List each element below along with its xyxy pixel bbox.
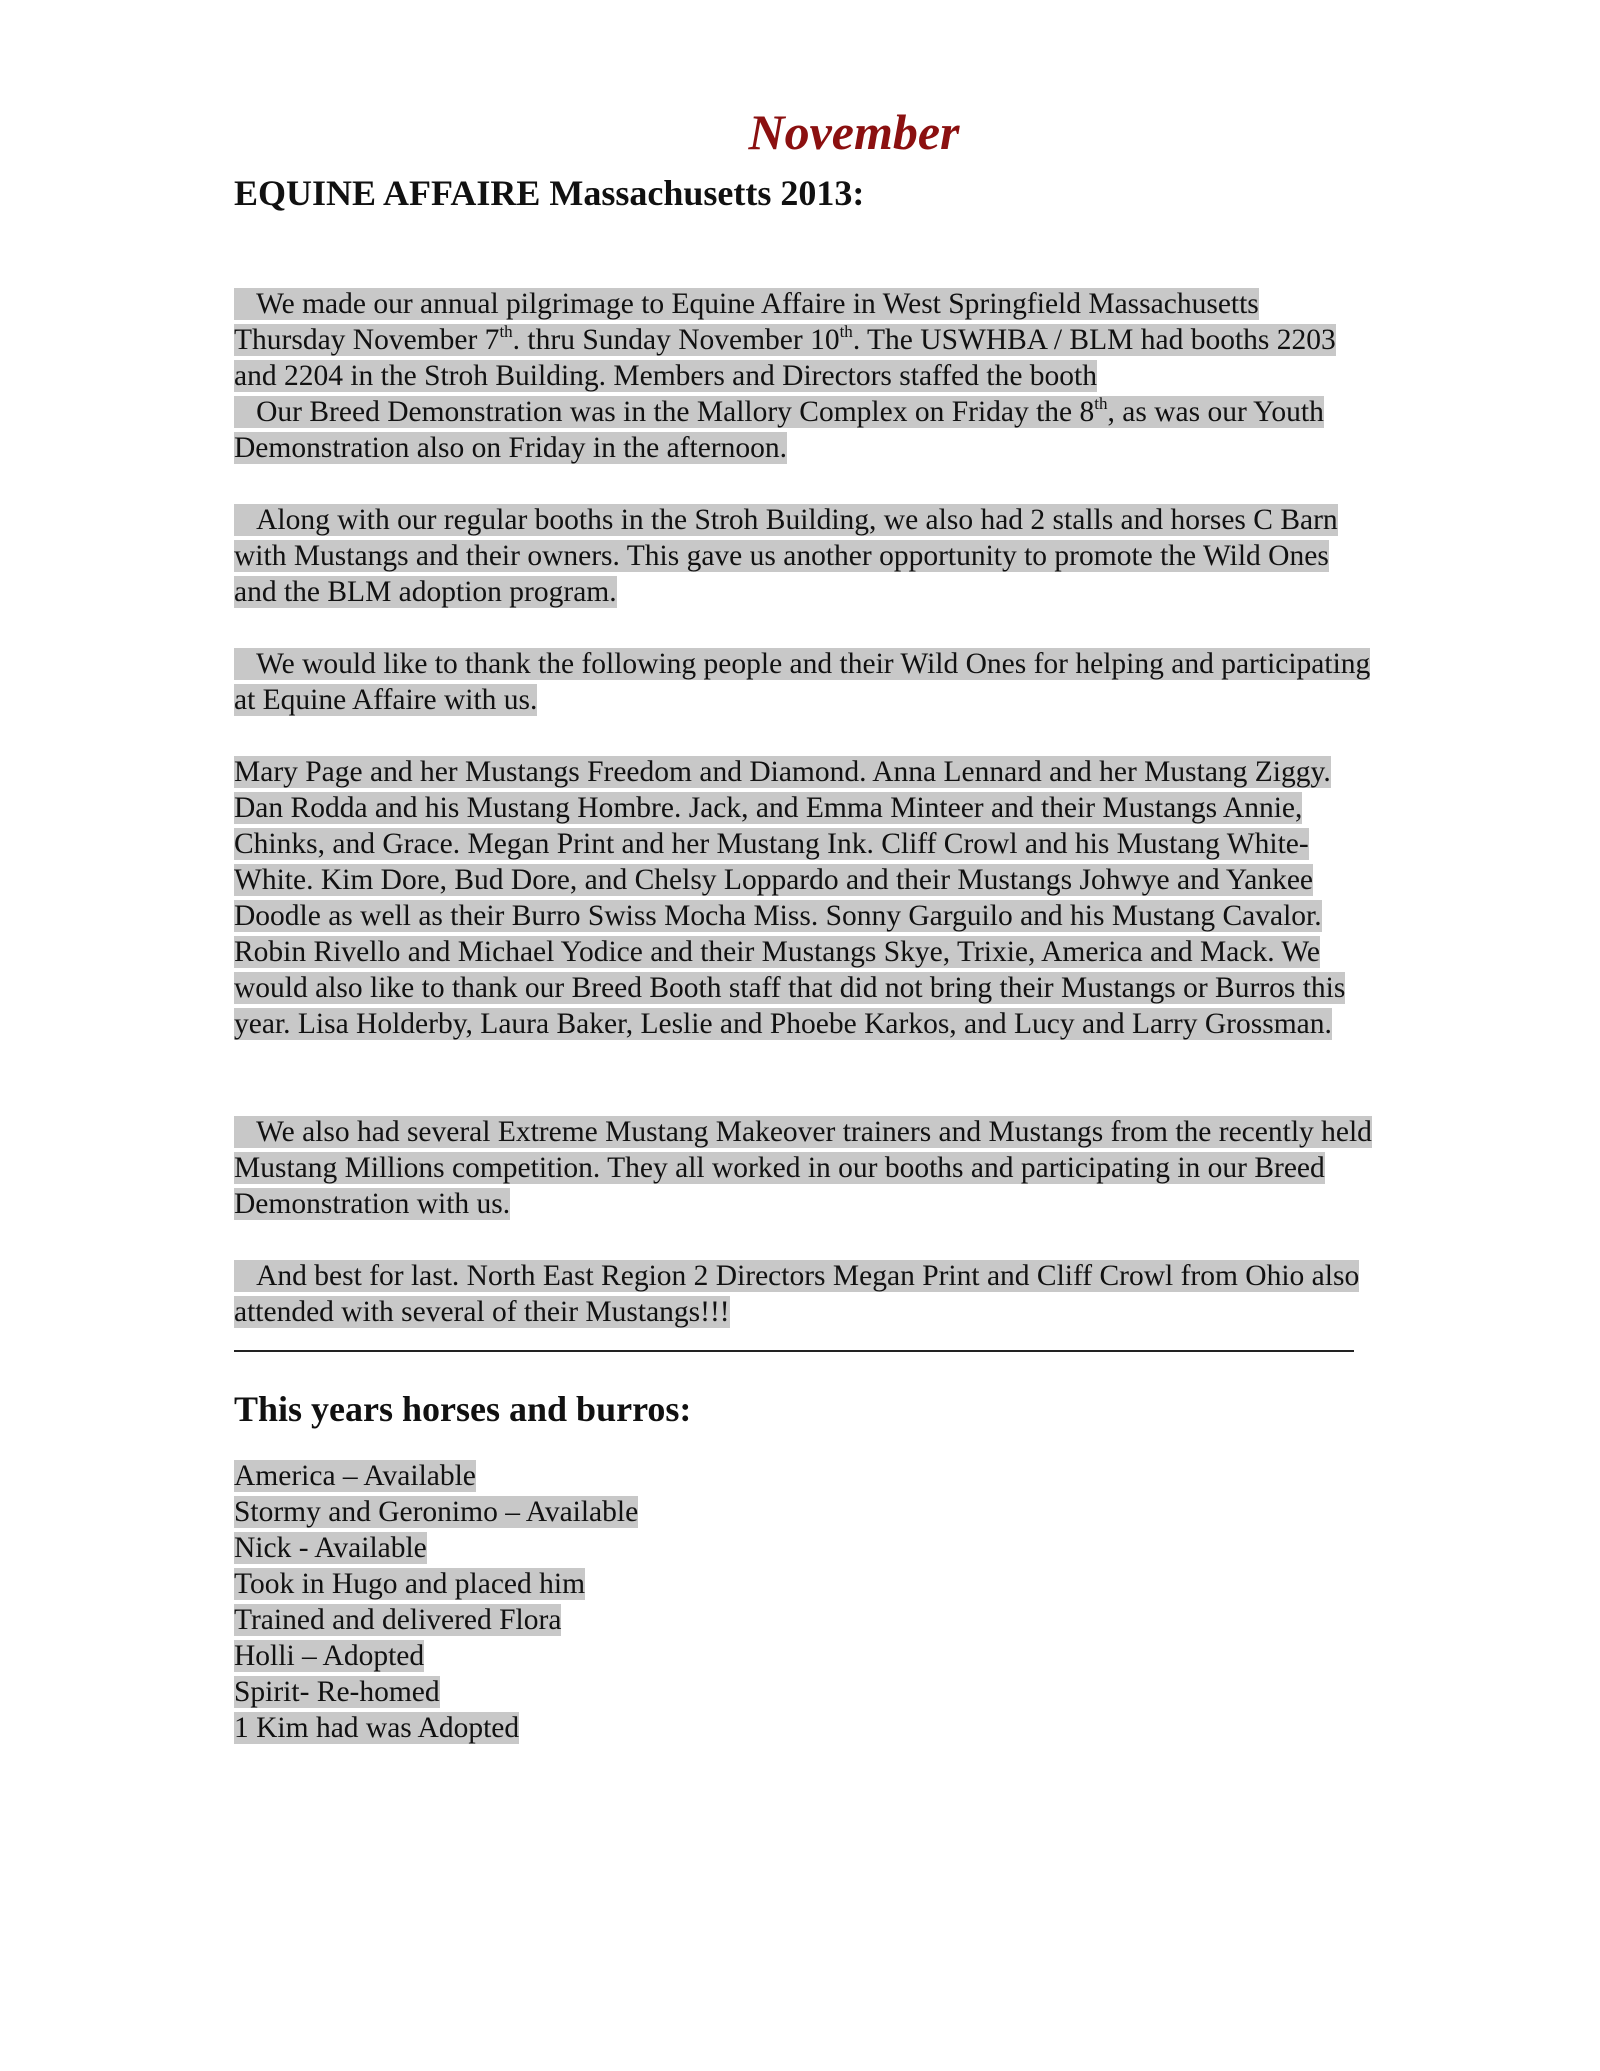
document-page <box>234 96 1374 1746</box>
spacer <box>234 1222 1374 1258</box>
event-heading: EQUINE AFFAIRE Massachusetts 2013: <box>234 173 865 213</box>
paragraph-thanks-intro: We would like to thank the following people and their Wild Ones for helping and participating at Equine Affaire with us. <box>234 648 1371 716</box>
list-item: Nick - Available <box>234 1532 427 1564</box>
page-title: November <box>748 104 960 160</box>
paragraph-participants: Mary Page and her Mustangs Freedom and Diamond. Anna Lennard and her Mustang Ziggy. Dan Rodda and his Mustang Hombre. Jack, and Emma Minteer and their Mustangs Annie, Chinks, and Grace. Megan Print and her Mustang Ink. Cliff Crowl and his Mustang White-White. Kim Dore, Bud Dore, and Chelsy Loppardo and their Mustangs Johwye and Yankee Doodle as well as their Burro Swiss Mocha Miss. Sonny Garguilo and his Mustang Cavalor. Robin Rivello and Michael Yodice and their Mustangs Skye, Trixie, America and Mack. We would also like to thank our Breed Booth staff that did not bring their Mustangs or Burros this year. Lisa Holderby, Laura Baker, Leslie and Phoebe Karkos, and Lucy and Larry Grossman. <box>234 756 1346 1040</box>
paragraph-directors: And best for last. North East Region 2 Directors Megan Print and Cliff Crowl from Ohio also attended with several of their Mustangs!!! <box>234 1260 1360 1328</box>
horizontal-rule <box>234 1350 1354 1352</box>
paragraph-trainers: We also had several Extreme Mustang Makeover trainers and Mustangs from the recently held Mustang Millions competition. They all worked in our booths and participating in our Breed Demonstration with us. <box>234 1116 1372 1220</box>
list-item: Holli – Adopted <box>234 1640 425 1672</box>
list-item: Took in Hugo and placed him <box>234 1568 586 1600</box>
spacer <box>234 1042 1374 1114</box>
spacer <box>234 610 1374 646</box>
paragraph-event-dates: We made our annual pilgrimage to Equine Affaire in West Springfield Massachusetts Thursday November 7th. thru Sunday November 10th. The USWHBA / BLM had booths 2203 and 2204 in the Stroh Building. Members and Directors staffed the booth Our Breed Demonstration was in the Mallory Complex on Friday the 8th, as was our Youth Demonstration also on Friday in the afternoon. <box>234 288 1336 464</box>
horses-list <box>234 1458 1374 1746</box>
list-item: Spirit- Re-homed <box>234 1676 440 1708</box>
list-item: 1 Kim had was Adopted <box>234 1712 520 1744</box>
horses-heading: This years horses and burros: <box>234 1389 692 1429</box>
list-item: Stormy and Geronimo – Available <box>234 1496 639 1528</box>
list-item: America – Available <box>234 1460 476 1492</box>
list-item: Trained and delivered Flora <box>234 1604 562 1636</box>
spacer <box>234 216 1374 286</box>
paragraph-stalls: Along with our regular booths in the Stroh Building, we also had 2 stalls and horses C Barn with Mustangs and their owners. This gave us another opportunity to promote the Wild Ones and the BLM adoption program. <box>234 504 1338 608</box>
spacer <box>234 466 1374 502</box>
spacer <box>234 718 1374 754</box>
